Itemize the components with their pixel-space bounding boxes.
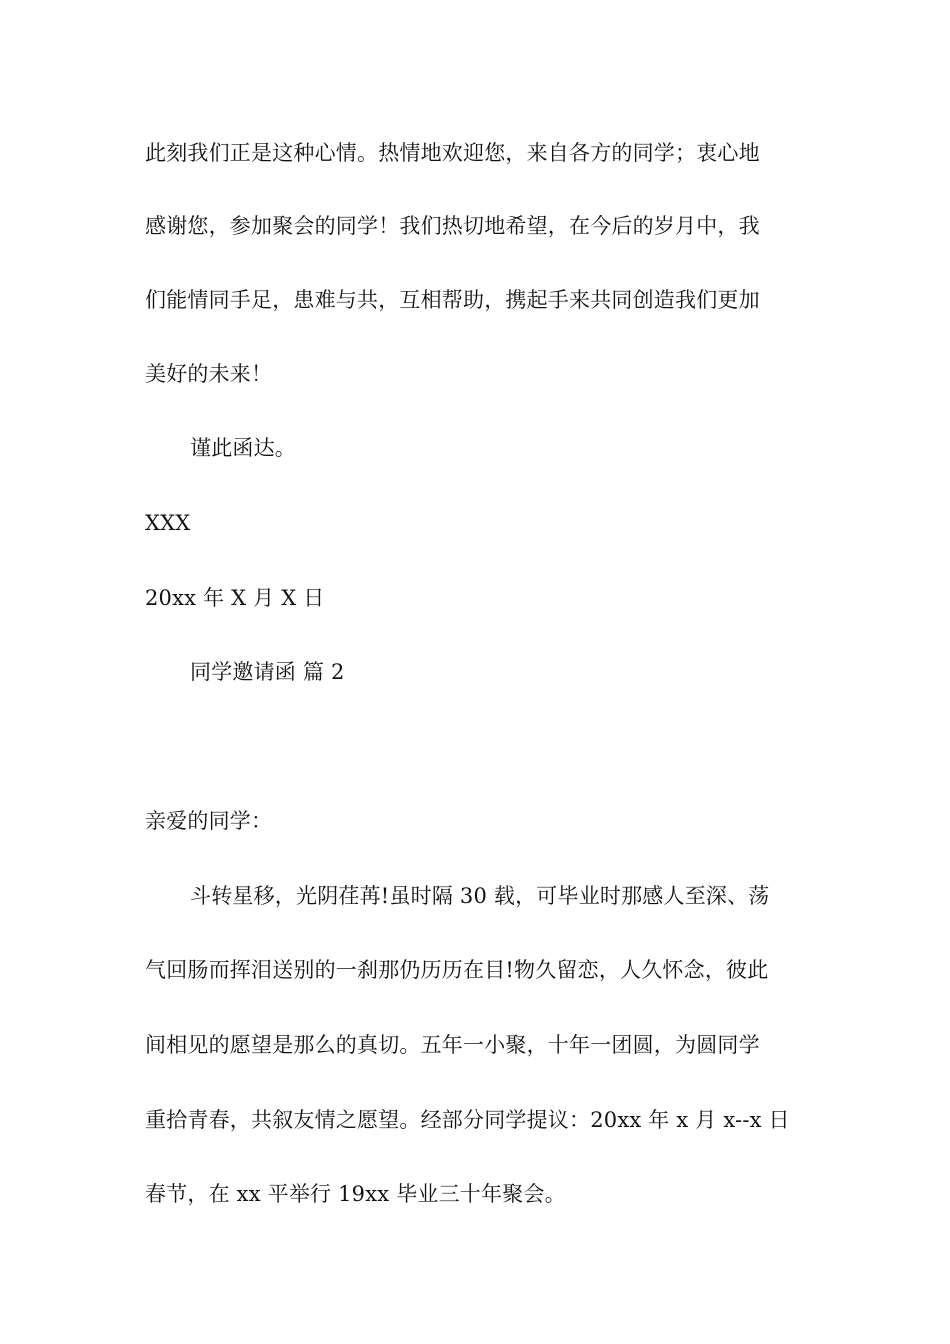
paragraph-line: 感谢您，参加聚会的同学！我们热切地希望，在今后的岁月中，我 xyxy=(145,214,760,238)
paragraph-line: 斗转星移，光阴荏苒!虽时隔 30 载，可毕业时那感人至深、荡 xyxy=(190,884,770,908)
signature: XXX xyxy=(145,511,191,535)
paragraph-line: 们能情同手足，患难与共，互相帮助，携起手来共同创造我们更加 xyxy=(145,288,760,312)
paragraph-line: 重拾青春，共叙友情之愿望。经部分同学提议：20xx 年 x 月 x--x 日 xyxy=(145,1108,790,1132)
paragraph-line: 此刻我们正是这种心情。热情地欢迎您，来自各方的同学；衷心地 xyxy=(145,141,760,165)
paragraph-line: 春节，在 xx 平举行 19xx 毕业三十年聚会。 xyxy=(145,1182,566,1206)
date-line: 20xx 年 X 月 X 日 xyxy=(145,586,325,610)
section-title: 同学邀请函 篇 2 xyxy=(190,660,345,684)
paragraph-line: 间相见的愿望是那么的真切。五年一小聚，十年一团圆，为圆同学 xyxy=(145,1033,760,1057)
paragraph-line: 气回肠而挥泪送别的一刹那仍历历在目!物久留恋，人久怀念，彼此 xyxy=(145,958,769,982)
closing-phrase: 谨此函达。 xyxy=(190,436,296,460)
salutation: 亲爱的同学： xyxy=(145,809,273,833)
paragraph-line: 美好的未来！ xyxy=(145,362,273,386)
